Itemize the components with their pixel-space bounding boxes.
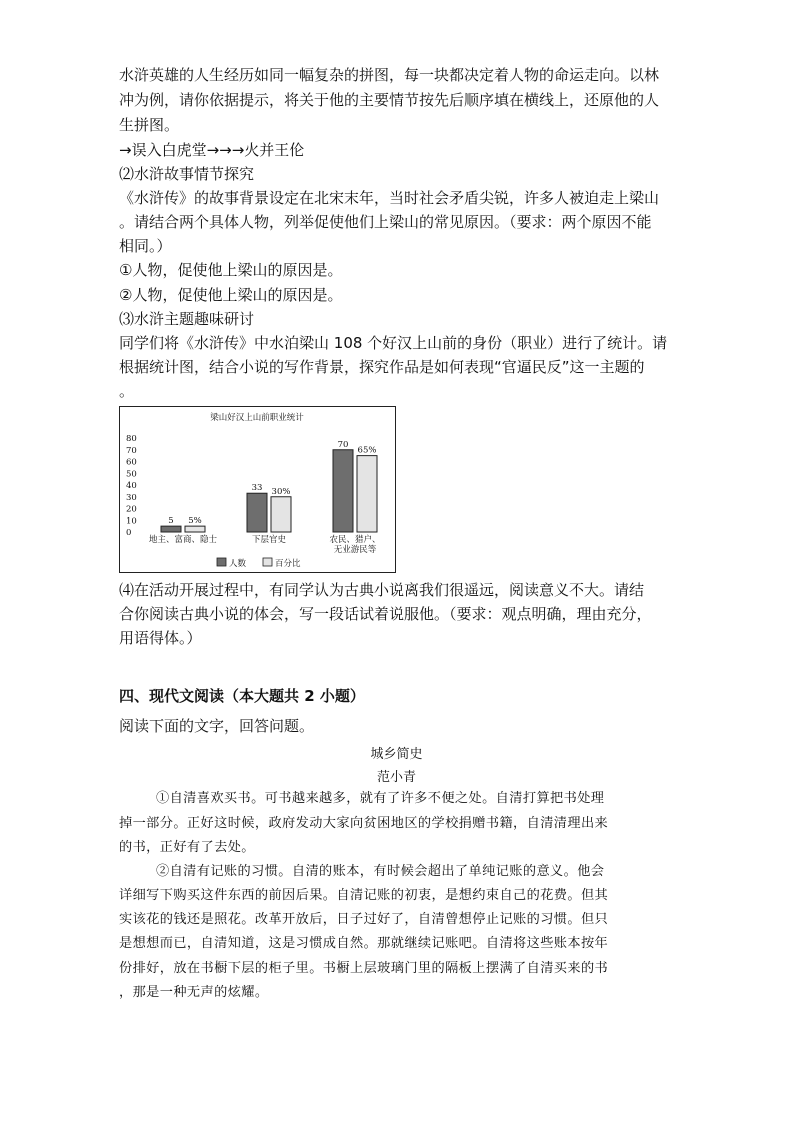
bar-value-label: 65% bbox=[357, 445, 377, 456]
y-tick-label: 10 bbox=[126, 516, 137, 527]
intro-line-3: 生拼图。 bbox=[119, 116, 180, 134]
y-tick-label: 70 bbox=[126, 445, 137, 456]
q4-line-1: ⑷在活动开展过程中，有同学认为古典小说离我们很遥远，阅读意义不大。请结 bbox=[119, 581, 645, 599]
bar-value-label: 5 bbox=[168, 516, 174, 527]
paragraph-line: 是想想而已，自清知道，这是习惯成自然。那就继续记账吧。自清将这些账本按年 bbox=[119, 936, 609, 951]
intro-line-1: 水浒英雄的人生经历如同一幅复杂的拼图，每一块都决定着人物的命运走向。以林 bbox=[119, 66, 660, 84]
x-category-label: 农民、猎户、 bbox=[329, 535, 381, 545]
paragraph-line: 详细写下购买这件东西的前因后果。自清记账的初衷，是想约束自己的花费。但其 bbox=[119, 888, 609, 903]
bar bbox=[247, 493, 267, 532]
paragraph-line: ②自清有记账的习惯。自清的账本，有时候会超出了单纯记账的意义。他会 bbox=[156, 864, 605, 879]
q4-line-2: 合你阅读古典小说的体会，写一段话试着说服他。（要求：观点明确，理由充分， bbox=[119, 605, 652, 623]
q3-line-3: 。 bbox=[119, 382, 135, 400]
y-tick-label: 60 bbox=[126, 457, 137, 468]
y-tick-label: 80 bbox=[126, 434, 137, 444]
bar bbox=[161, 526, 181, 532]
paragraph-line: 掉一部分。正好这时候，政府发动大家向贫困地区的学校捐赠书籍，自清清理出来 bbox=[119, 816, 609, 831]
paragraph-line: 实该花的钱还是照花。改革开放后，日子过好了，自清曾想停止记账的习惯。但只 bbox=[119, 912, 609, 927]
bar-value-label: 70 bbox=[337, 439, 349, 450]
paragraph-line: 份排好，放在书橱下层的柜子里。书橱上层玻璃门里的隔板上摆满了自清买来的书 bbox=[119, 961, 609, 976]
section4-instruction: 阅读下面的文字，回答问题。 bbox=[119, 717, 315, 735]
bar bbox=[185, 526, 205, 532]
legend-label: 百分比 bbox=[275, 559, 301, 569]
q2-line-1: 《水浒传》的故事背景设定在北宋末年，当时社会矛盾尖锐，许多人被迫走上梁山 bbox=[119, 189, 660, 207]
paragraph-line: ，那是一种无声的炫耀。 bbox=[119, 985, 269, 1000]
y-tick-label: 0 bbox=[126, 528, 132, 538]
q2-line-3: 相同。） bbox=[119, 237, 172, 255]
x-category-label: 无业游民等 bbox=[333, 545, 377, 555]
q4-line-3: 用语得体。） bbox=[119, 629, 202, 647]
legend-swatch bbox=[263, 558, 272, 566]
q3-line-1: 同学们将《水浒传》中水泊梁山 108 个好汉上山前的身份（职业）进行了统计。请 bbox=[119, 334, 668, 352]
bar-value-label: 30% bbox=[271, 486, 291, 497]
chart-title: 梁山好汉上山前职业统计 bbox=[210, 413, 304, 423]
q2-title: ⑵水浒故事情节探究 bbox=[119, 165, 255, 183]
q3-title: ⑶水浒主题趣味研讨 bbox=[119, 310, 255, 328]
bar bbox=[271, 497, 291, 532]
y-tick-label: 20 bbox=[126, 504, 137, 515]
article-title: 城乡简史 bbox=[370, 747, 423, 762]
x-category-label: 地主、富商、隐士 bbox=[148, 535, 218, 545]
q2-item-2: ②人物，促使他上梁山的原因是。 bbox=[119, 286, 343, 304]
occupation-chart bbox=[119, 406, 396, 573]
section4-heading: 四、现代文阅读（本大题共 2 小题） bbox=[119, 687, 365, 705]
paragraph-line: ①自清喜欢买书。可书越来越多，就有了许多不便之处。自清打算把书处理 bbox=[156, 791, 605, 806]
bar-value-label: 5% bbox=[188, 516, 202, 527]
chart-svg bbox=[120, 407, 394, 571]
article-author: 范小青 bbox=[376, 770, 416, 785]
q2-line-2: 。请结合两个具体人物，列举促使他们上梁山的常见原因。（要求：两个原因不能 bbox=[119, 213, 652, 231]
bar bbox=[357, 456, 377, 532]
intro-line-2: 冲为例，请你依据提示，将关于他的主要情节按先后顺序填在横线上，还原他的人 bbox=[119, 91, 660, 109]
sequence-line: →误入白虎堂→→→火并王伦 bbox=[119, 141, 305, 159]
legend-label: 人数 bbox=[229, 559, 247, 569]
y-tick-label: 40 bbox=[126, 481, 137, 491]
y-tick-label: 50 bbox=[126, 469, 137, 480]
q3-line-2: 根据统计图，结合小说的写作背景，探究作品是如何表现“官逼民反”这一主题的 bbox=[119, 358, 645, 376]
y-tick-label: 30 bbox=[126, 492, 137, 503]
bar bbox=[333, 450, 353, 532]
legend-swatch bbox=[217, 558, 226, 566]
paragraph-line: 的书，正好有了去处。 bbox=[119, 840, 255, 855]
bar-value-label: 33 bbox=[251, 483, 263, 494]
x-category-label: 下层官史 bbox=[251, 535, 287, 545]
q2-item-1: ①人物，促使他上梁山的原因是。 bbox=[119, 261, 343, 279]
